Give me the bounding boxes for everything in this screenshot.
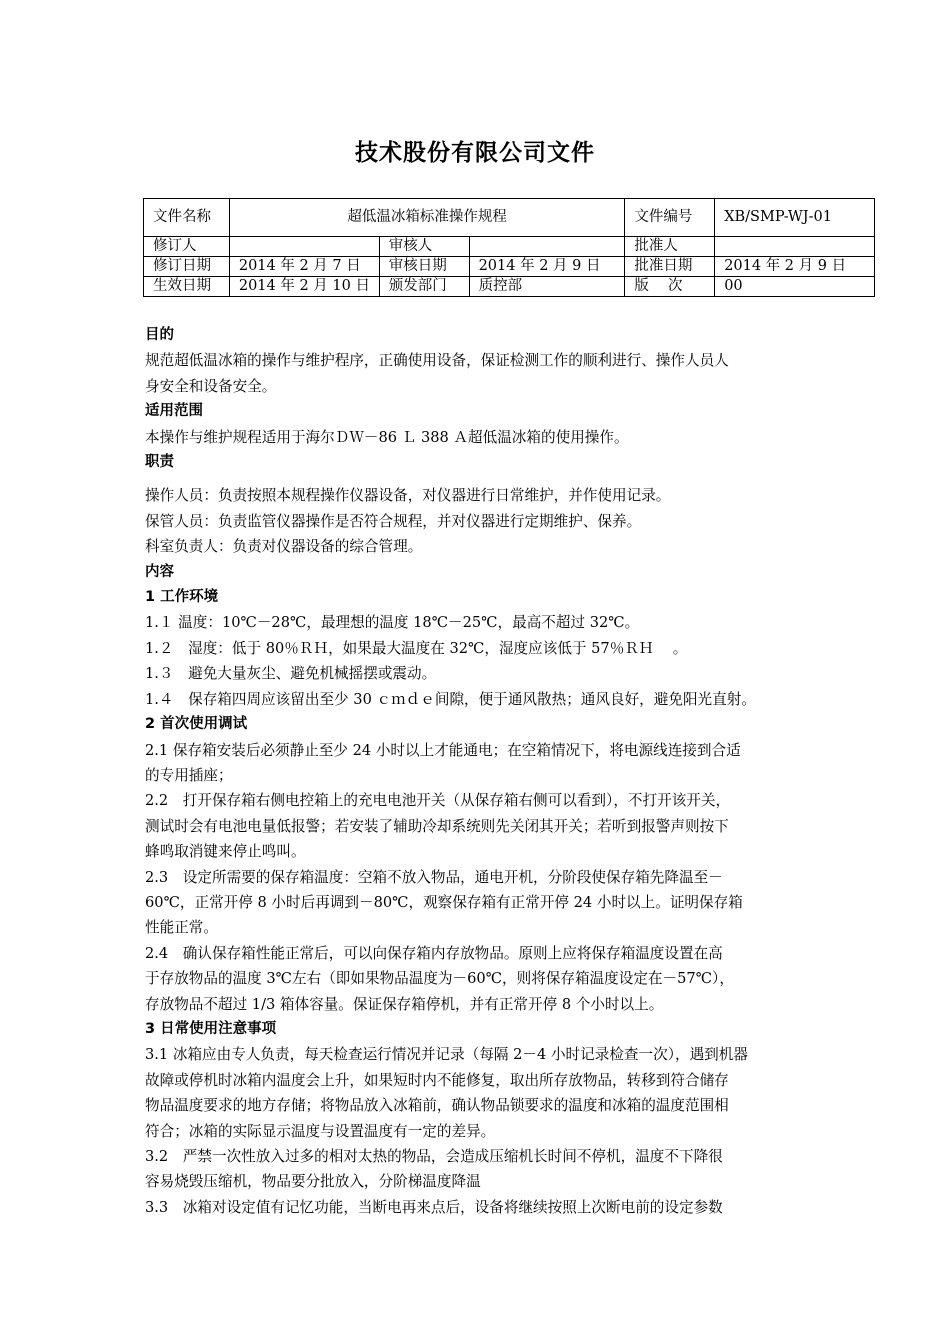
paragraph-line: 故障或停机时冰箱内温度会上升，如果短时内不能修复，取出所存放物品，转移到符合储存 bbox=[145, 1071, 729, 1089]
paragraph-line: 测试时会有电池电量低报警；若安装了辅助冷却系统则先关闭其开关；若听到报警声则按下 bbox=[145, 817, 729, 835]
section-heading-purpose: 目的 bbox=[145, 327, 174, 343]
table-cell: XB/SMP-WJ-01 bbox=[715, 199, 875, 237]
table-cell: 审核人 bbox=[379, 237, 469, 257]
paragraph-line: 科室负责人：负责对仪器设备的综合管理。 bbox=[145, 538, 423, 556]
table-cell: 版 次 bbox=[625, 277, 715, 297]
table-row bbox=[144, 257, 875, 277]
subsection-heading: 2 首次使用调试 bbox=[145, 716, 248, 733]
document-info-table bbox=[143, 198, 875, 297]
paragraph-line: 物品温度要求的地方存储；将物品放入冰箱前，确认物品锁要求的温度和冰箱的温度范围相 bbox=[145, 1097, 729, 1115]
table-cell: 2014 年 2 月 9 日 bbox=[715, 257, 875, 277]
paragraph-line: 2.1 保存箱安装后必须静止至少 24 小时以上才能通电；在空箱情况下，将电源线连接到合适 bbox=[145, 741, 741, 759]
section-heading-scope: 适用范围 bbox=[145, 403, 203, 420]
document-body bbox=[145, 323, 815, 1220]
table-cell: 质控部 bbox=[469, 277, 625, 297]
subsection-heading: 1 工作环境 bbox=[145, 589, 219, 606]
table-cell: 2014 年 2 月 9 日 bbox=[469, 257, 625, 277]
table-cell: 00 bbox=[715, 277, 875, 297]
paragraph-line: 蜂鸣取消键来停止鸣叫。 bbox=[145, 843, 306, 861]
table-cell bbox=[469, 237, 625, 257]
table-row bbox=[144, 237, 875, 257]
paragraph-line: 操作人员：负责按照本规程操作仪器设备，对仪器进行日常维护，并作使用记录。 bbox=[145, 487, 671, 505]
section-heading-content: 内容 bbox=[145, 563, 174, 580]
table-cell: 修订人 bbox=[144, 237, 230, 257]
table-cell: 批准日期 bbox=[625, 257, 715, 277]
paragraph-line: 1.２ 湿度：低于 80％ＲＨ，如果最大温度在 32℃，湿度应该低于 57％ＲＨ 。 bbox=[145, 639, 688, 657]
paragraph-line: 1.１ 温度：10℃－28℃，最理想的温度 18℃－25℃，最高不超过 32℃。 bbox=[145, 614, 640, 632]
table-cell: 批准人 bbox=[625, 237, 715, 257]
paragraph-line: 符合；冰箱的实际显示温度与设置温度有一定的差异。 bbox=[145, 1122, 496, 1140]
paragraph-line: 3.1 冰箱应由专人负责，每天检查运行情况并记录（每隔 2－4 小时记录检查一次），遇到机器 bbox=[145, 1046, 748, 1064]
paragraph-line: 身安全和设备安全。 bbox=[145, 377, 277, 395]
table-cell: 颁发部门 bbox=[379, 277, 469, 297]
paragraph-line: 性能正常。 bbox=[145, 919, 218, 937]
table-cell: 文件名称 bbox=[144, 199, 230, 237]
paragraph-line: 容易烧毁压缩机，物品要分批放入，分阶梯温度降温 bbox=[145, 1173, 481, 1191]
paragraph-line: 1.３ 避免大量灰尘、避免机械摇摆或震动。 bbox=[145, 665, 437, 683]
paragraph-line: 的专用插座； bbox=[145, 766, 233, 784]
spacer bbox=[145, 475, 815, 483]
paragraph-line: 60℃，正常开停 8 小时后再调到－80℃，观察保存箱有正常开停 24 小时以上。证明保存箱 bbox=[145, 893, 743, 911]
paragraph-line: 3.3 冰箱对设定值有记忆功能，当断电再来点后，设备将继续按照上次断电前的设定参数 bbox=[145, 1198, 723, 1216]
table-row bbox=[144, 199, 875, 237]
paragraph-line: 2.2 打开保存箱右侧电控箱上的充电电池开关（从保存箱右侧可以看到），不打开该开关， bbox=[145, 792, 731, 810]
table-row bbox=[144, 277, 875, 297]
paragraph-line: 于存放物品的温度 3℃左右（即如果物品温度为－60℃，则将保存箱温度设定在－57℃）， bbox=[145, 970, 734, 988]
table-cell: 2014 年 2 月 10 日 bbox=[229, 277, 379, 297]
paragraph-line: 2.3 设定所需要的保存箱温度：空箱不放入物品，通电开机，分阶段使保存箱先降温至－ bbox=[145, 868, 723, 886]
paragraph-line: 2.4 确认保存箱性能正常后，可以向保存箱内存放物品。原则上应将保存箱温度设置在高 bbox=[145, 944, 723, 962]
table-cell: 2014 年 2 月 7 日 bbox=[229, 257, 379, 277]
table-cell: 生效日期 bbox=[144, 277, 230, 297]
section-heading-duty: 职责 bbox=[145, 454, 174, 471]
paragraph-line: 规范超低温冰箱的操作与维护程序，正确使用设备，保证检测工作的顺利进行、操作人员人 bbox=[145, 352, 729, 370]
table-cell: 修订日期 bbox=[144, 257, 230, 277]
table-cell: 文件编号 bbox=[625, 199, 715, 237]
table-cell: 审核日期 bbox=[379, 257, 469, 277]
table-cell bbox=[715, 237, 875, 257]
paragraph-line: 保管人员：负责监管仪器操作是否符合规程，并对仪器进行定期维护、保养。 bbox=[145, 512, 642, 530]
table-cell bbox=[229, 237, 379, 257]
paragraph-line: 1.４ 保存箱四周应该留出至少 30 ｃｍｄｅ间隙，便于通风散热；通风良好，避免阳光直射。 bbox=[145, 690, 756, 708]
table-cell: 超低温冰箱标准操作规程 bbox=[229, 199, 625, 237]
document-title: 技术股份有限公司文件 bbox=[355, 140, 595, 166]
subsection-heading: 3 日常使用注意事项 bbox=[145, 1020, 277, 1037]
paragraph-line: 3.2 严禁一次性放入过多的相对太热的物品，会造成压缩机长时间不停机，温度不下降很 bbox=[145, 1148, 723, 1165]
paragraph-line: 本操作与维护规程适用于海尔ＤＷ－86 Ｌ 388 Ａ超低温冰箱的使用操作。 bbox=[145, 428, 629, 446]
paragraph-line: 存放物品不超过 1/3 箱体容量。保证保存箱停机，并有正常开停 8 个小时以上。 bbox=[145, 995, 664, 1013]
